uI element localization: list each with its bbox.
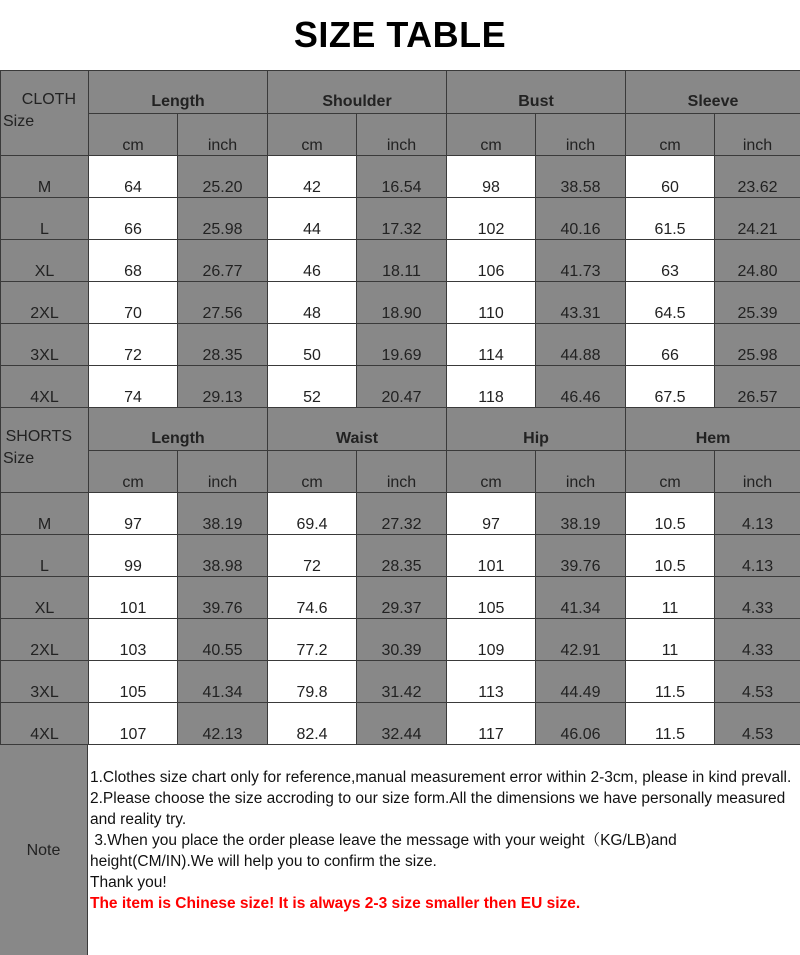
size-cell: 4XL: [1, 703, 89, 745]
value-cell: 20.47: [357, 366, 447, 408]
unit-inch-label: inch: [536, 113, 626, 156]
table-row: [1, 661, 800, 703]
size-cell: 2XL: [1, 619, 89, 661]
value-cell: 4.13: [715, 535, 800, 577]
shorts-header-length: Length: [89, 408, 268, 451]
unit-cm-label: cm: [626, 113, 715, 156]
cloth-section-label: CLOTH: [21, 91, 76, 108]
value-cell: 42: [268, 156, 357, 198]
value-cell: 39.76: [178, 577, 268, 619]
table-row: [1, 577, 800, 619]
value-cell: 24.21: [715, 198, 800, 240]
value-cell: 113: [447, 661, 536, 703]
table-row: [1, 619, 800, 661]
notes-section: [0, 744, 800, 955]
value-cell: 64: [89, 156, 178, 198]
unit-inch-label: inch: [178, 450, 268, 493]
value-cell: 117: [447, 703, 536, 745]
chinese-size-warning: The item is Chinese size! It is always 2-3 size smaller then EU size.: [90, 895, 581, 912]
shorts-header-waist: Waist: [268, 408, 447, 451]
value-cell: 106: [447, 240, 536, 282]
value-cell: 64.5: [626, 282, 715, 324]
unit-inch-label: inch: [178, 113, 268, 156]
size-cell: XL: [1, 240, 89, 282]
value-cell: 25.20: [178, 156, 268, 198]
value-cell: 97: [447, 493, 536, 535]
value-cell: 67.5: [626, 366, 715, 408]
table-row: [1, 535, 800, 577]
cloth-header-bust: Bust: [447, 71, 626, 114]
note-label: Note: [0, 745, 88, 955]
cloth-header-length: Length: [89, 71, 268, 114]
size-cell: 3XL: [1, 324, 89, 366]
table-row: [1, 703, 800, 745]
cloth-header-sleeve: Sleeve: [626, 71, 800, 114]
value-cell: 42.13: [178, 703, 268, 745]
value-cell: 101: [447, 535, 536, 577]
shorts-header-hip: Hip: [447, 408, 626, 451]
value-cell: 38.19: [536, 493, 626, 535]
value-cell: 105: [89, 661, 178, 703]
value-cell: 38.19: [178, 493, 268, 535]
value-cell: 46.46: [536, 366, 626, 408]
value-cell: 25.98: [715, 324, 800, 366]
size-cell: 4XL: [1, 366, 89, 408]
value-cell: 28.35: [357, 535, 447, 577]
value-cell: 28.35: [178, 324, 268, 366]
size-cell: M: [1, 493, 89, 535]
cloth-size-table: [0, 70, 800, 408]
value-cell: 103: [89, 619, 178, 661]
value-cell: 4.53: [715, 661, 800, 703]
value-cell: 44.49: [536, 661, 626, 703]
value-cell: 72: [89, 324, 178, 366]
unit-cm-label: cm: [626, 450, 715, 493]
value-cell: 4.13: [715, 493, 800, 535]
value-cell: 66: [89, 198, 178, 240]
unit-inch-label: inch: [536, 450, 626, 493]
value-cell: 11: [626, 619, 715, 661]
value-cell: 11.5: [626, 703, 715, 745]
unit-cm-label: cm: [447, 113, 536, 156]
value-cell: 4.33: [715, 577, 800, 619]
size-cell: M: [1, 156, 89, 198]
value-cell: 25.98: [178, 198, 268, 240]
value-cell: 10.5: [626, 493, 715, 535]
value-cell: 79.8: [268, 661, 357, 703]
value-cell: 41.34: [178, 661, 268, 703]
value-cell: 41.34: [536, 577, 626, 619]
value-cell: 61.5: [626, 198, 715, 240]
table-row: [1, 240, 800, 282]
value-cell: 114: [447, 324, 536, 366]
unit-inch-label: inch: [357, 113, 447, 156]
unit-inch-label: inch: [715, 450, 800, 493]
unit-inch-label: inch: [715, 113, 800, 156]
value-cell: 68: [89, 240, 178, 282]
value-cell: 63: [626, 240, 715, 282]
size-cell: 2XL: [1, 282, 89, 324]
value-cell: 43.31: [536, 282, 626, 324]
note-line-3: 3.When you place the order please leave the message with your weight（KG/LB)and height(CM/IN).We will help you to confirm the size.: [90, 832, 682, 870]
value-cell: 27.32: [357, 493, 447, 535]
value-cell: 97: [89, 493, 178, 535]
note-line-1: 1.Clothes size chart only for reference,manual measurement error within 2-3cm, please in kind prevall.: [90, 769, 792, 786]
unit-cm-label: cm: [268, 113, 357, 156]
value-cell: 77.2: [268, 619, 357, 661]
value-cell: 17.32: [357, 198, 447, 240]
value-cell: 98: [447, 156, 536, 198]
value-cell: 42.91: [536, 619, 626, 661]
value-cell: 109: [447, 619, 536, 661]
note-body: [90, 767, 796, 914]
value-cell: 107: [89, 703, 178, 745]
unit-cm-label: cm: [89, 450, 178, 493]
value-cell: 39.76: [536, 535, 626, 577]
value-cell: 11.5: [626, 661, 715, 703]
value-cell: 27.56: [178, 282, 268, 324]
size-cell: L: [1, 198, 89, 240]
table-row: [1, 493, 800, 535]
table-row: [1, 324, 800, 366]
value-cell: 46: [268, 240, 357, 282]
value-cell: 29.13: [178, 366, 268, 408]
value-cell: 31.42: [357, 661, 447, 703]
value-cell: 41.73: [536, 240, 626, 282]
value-cell: 16.54: [357, 156, 447, 198]
value-cell: 66: [626, 324, 715, 366]
unit-cm-label: cm: [89, 113, 178, 156]
value-cell: 25.39: [715, 282, 800, 324]
value-cell: 40.16: [536, 198, 626, 240]
unit-cm-label: cm: [447, 450, 536, 493]
page-title: SIZE TABLE: [293, 14, 507, 55]
size-cell: XL: [1, 577, 89, 619]
value-cell: 74: [89, 366, 178, 408]
cloth-corner-cell: [1, 71, 89, 156]
value-cell: 44: [268, 198, 357, 240]
table-row: [1, 198, 800, 240]
table-row: [1, 366, 800, 408]
cloth-header-shoulder: Shoulder: [268, 71, 447, 114]
value-cell: 46.06: [536, 703, 626, 745]
value-cell: 30.39: [357, 619, 447, 661]
shorts-size-table: [0, 407, 800, 745]
value-cell: 70: [89, 282, 178, 324]
table-row: [1, 282, 800, 324]
value-cell: 118: [447, 366, 536, 408]
value-cell: 102: [447, 198, 536, 240]
value-cell: 82.4: [268, 703, 357, 745]
note-line-2: 2.Please choose the size accroding to our size form.All the dimensions we have personally measured and reality try.: [90, 790, 786, 828]
value-cell: 4.33: [715, 619, 800, 661]
value-cell: 52: [268, 366, 357, 408]
shorts-section-label: SHORTS: [5, 428, 72, 445]
size-cell: 3XL: [1, 661, 89, 703]
value-cell: 32.44: [357, 703, 447, 745]
size-cell: L: [1, 535, 89, 577]
value-cell: 50: [268, 324, 357, 366]
value-cell: 18.90: [357, 282, 447, 324]
value-cell: 74.6: [268, 577, 357, 619]
value-cell: 69.4: [268, 493, 357, 535]
value-cell: 110: [447, 282, 536, 324]
value-cell: 11: [626, 577, 715, 619]
unit-inch-label: inch: [357, 450, 447, 493]
value-cell: 10.5: [626, 535, 715, 577]
value-cell: 40.55: [178, 619, 268, 661]
value-cell: 105: [447, 577, 536, 619]
value-cell: 38.98: [178, 535, 268, 577]
unit-cm-label: cm: [268, 450, 357, 493]
value-cell: 26.77: [178, 240, 268, 282]
cloth-size-label: Size: [3, 113, 35, 130]
value-cell: 60: [626, 156, 715, 198]
value-cell: 18.11: [357, 240, 447, 282]
value-cell: 44.88: [536, 324, 626, 366]
value-cell: 72: [268, 535, 357, 577]
value-cell: 4.53: [715, 703, 800, 745]
value-cell: 24.80: [715, 240, 800, 282]
shorts-header-hem: Hem: [626, 408, 800, 451]
value-cell: 38.58: [536, 156, 626, 198]
table-row: [1, 156, 800, 198]
value-cell: 26.57: [715, 366, 800, 408]
shorts-size-label: Size: [3, 450, 35, 467]
value-cell: 99: [89, 535, 178, 577]
value-cell: 29.37: [357, 577, 447, 619]
value-cell: 23.62: [715, 156, 800, 198]
value-cell: 48: [268, 282, 357, 324]
shorts-corner-cell: [1, 408, 89, 493]
value-cell: 101: [89, 577, 178, 619]
value-cell: 19.69: [357, 324, 447, 366]
note-line-4: Thank you!: [90, 874, 167, 891]
